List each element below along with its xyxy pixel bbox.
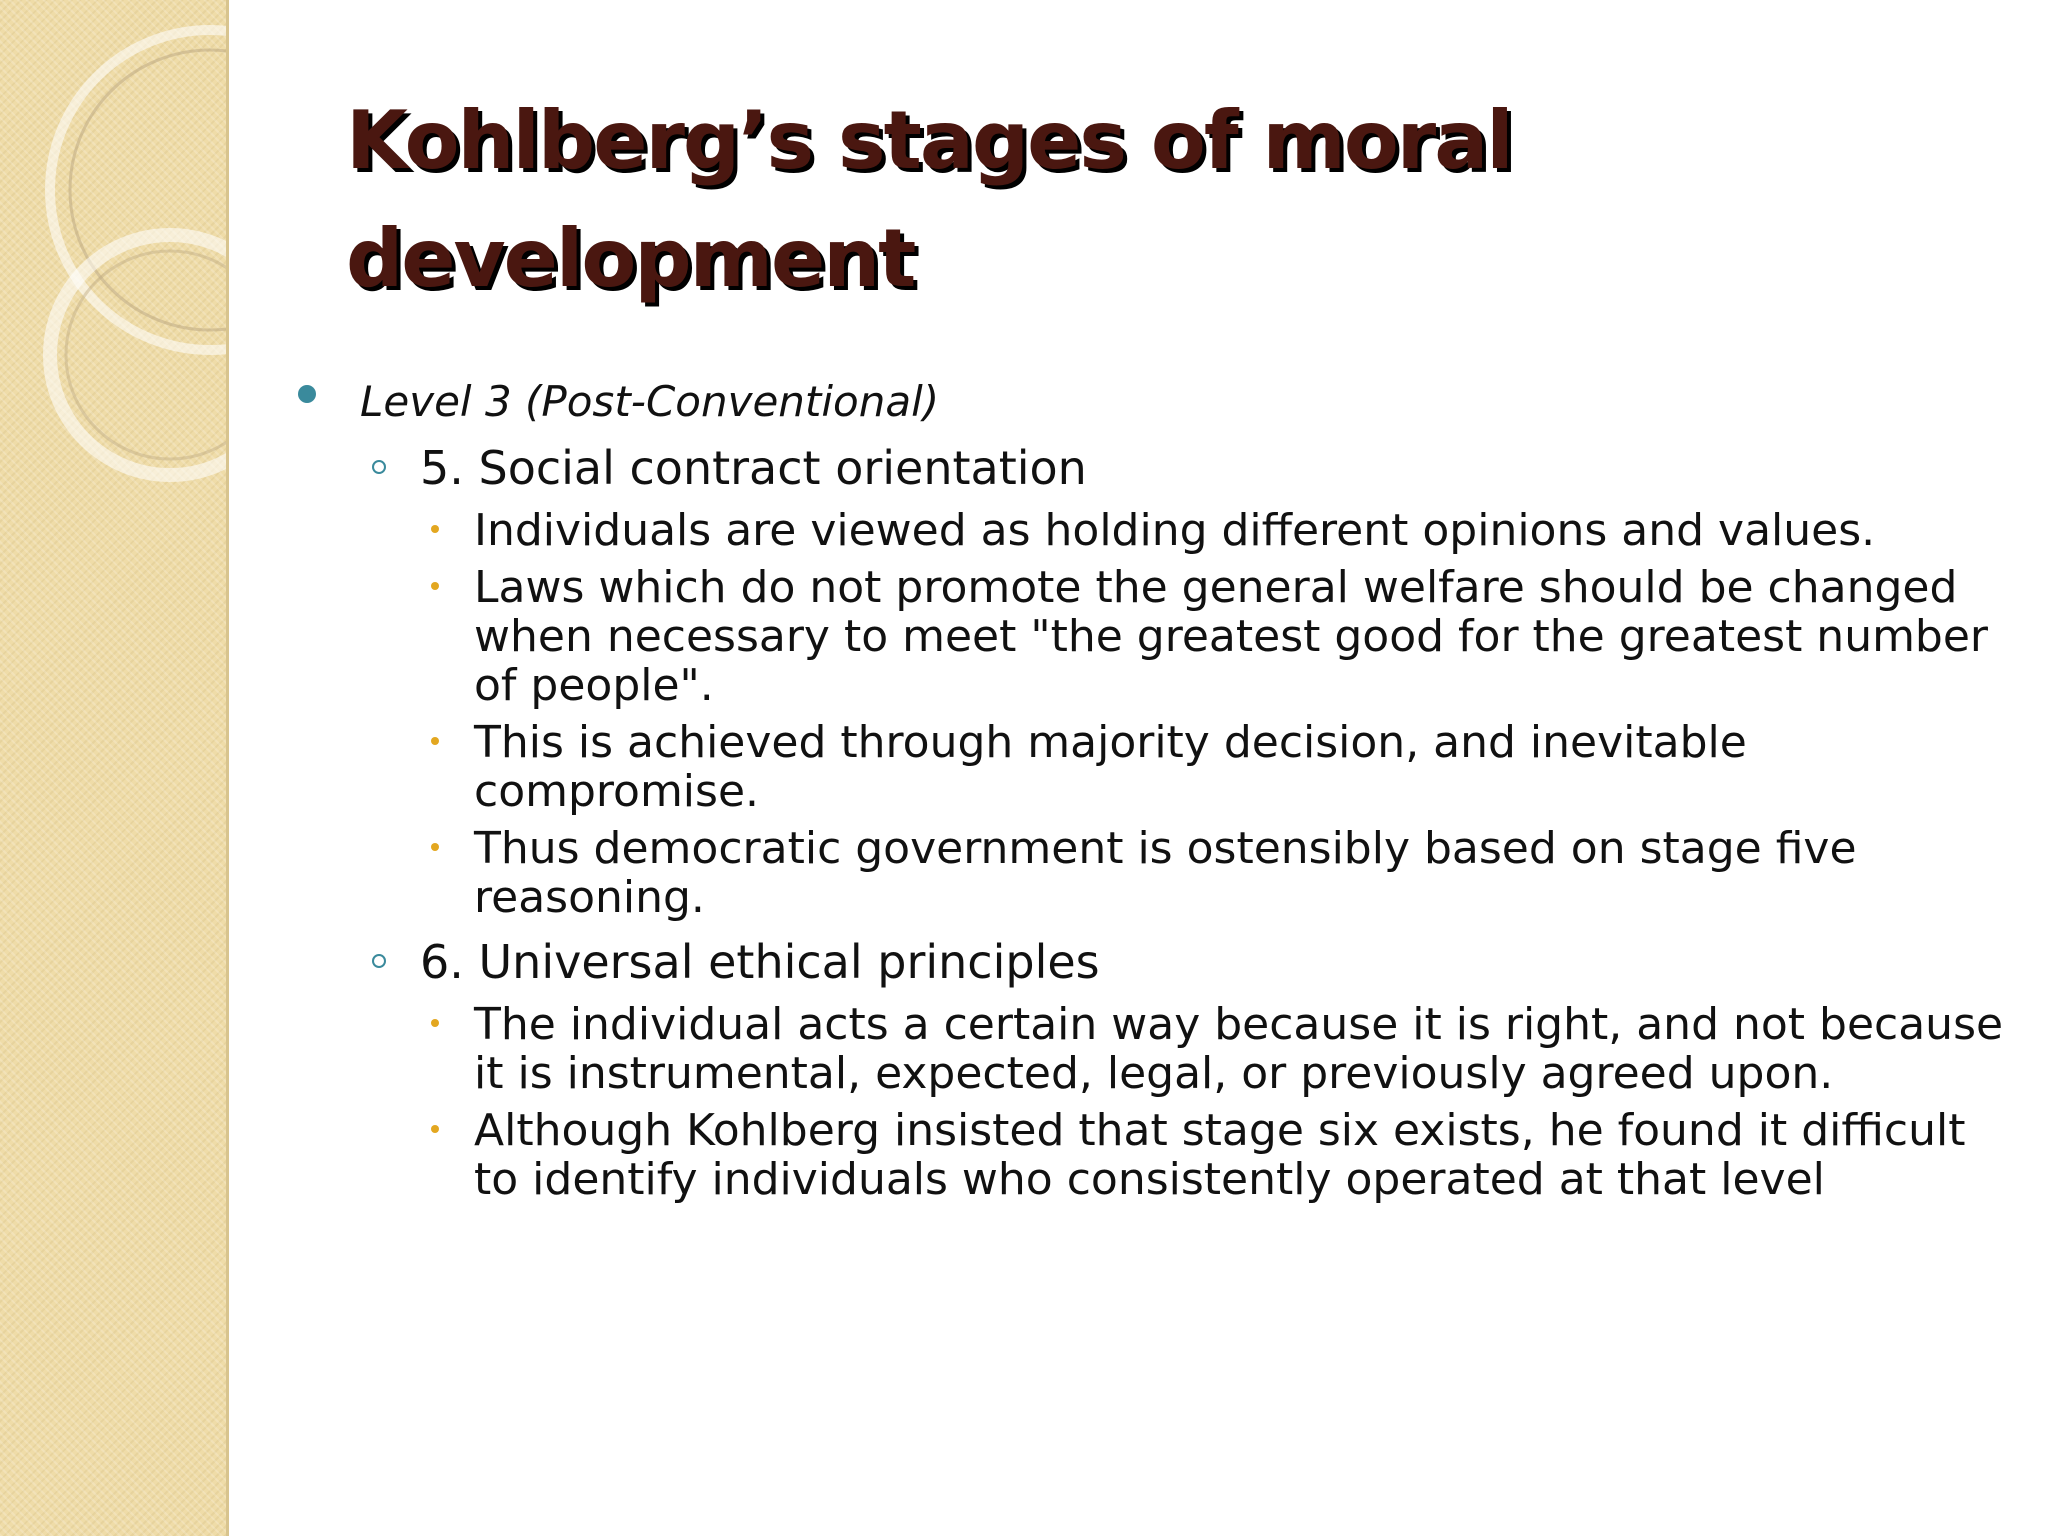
ring-small xyxy=(50,235,226,475)
body-list xyxy=(226,370,2016,1212)
stage-point-item xyxy=(226,718,2016,816)
slide-content xyxy=(226,0,2048,1536)
stage-point-item xyxy=(226,824,2016,922)
stage-point: Individuals are viewed as holding different opinions and values. xyxy=(474,505,1876,556)
stage-point-item xyxy=(226,1106,2016,1204)
stage-heading-item xyxy=(226,930,2016,994)
decorative-side-band xyxy=(0,0,229,1536)
small-dot-bullet-icon xyxy=(431,737,439,745)
stage-point-item xyxy=(226,506,2016,555)
small-dot-bullet-icon xyxy=(431,1125,439,1133)
stage-point: Thus democratic government is ostensibly based on stage five reasoning. xyxy=(474,823,1857,923)
filled-dot-bullet-icon xyxy=(298,385,316,403)
stage-heading: 5. Social contract orientation xyxy=(420,441,1087,495)
stage-point-item xyxy=(226,563,2016,710)
slide-title: Kohlberg’s stages of moral development xyxy=(346,94,1512,305)
hollow-circle-bullet-icon xyxy=(372,460,386,474)
stage-point: Although Kohlberg insisted that stage six exists, he found it difficult to identify individuals who consistently operated at that level xyxy=(474,1105,1966,1205)
small-dot-bullet-icon xyxy=(431,1019,439,1027)
small-dot-bullet-icon xyxy=(431,843,439,851)
level-heading-item xyxy=(226,370,2016,434)
stage-point: Laws which do not promote the general welfare should be changed when necessary to meet "the greatest good for the greatest number of people". xyxy=(474,562,1989,711)
stage-point-item xyxy=(226,1000,2016,1098)
small-dot-bullet-icon xyxy=(431,525,439,533)
stage-point: This is achieved through majority decision, and inevitable compromise. xyxy=(474,717,1747,817)
ring-large xyxy=(50,30,226,350)
ring-large-inner xyxy=(70,50,226,330)
decorative-rings xyxy=(0,0,226,520)
stage-point: The individual acts a certain way because it is right, and not because it is instrumental, expected, legal, or previously agreed upon. xyxy=(474,999,2004,1099)
small-dot-bullet-icon xyxy=(431,582,439,590)
ring-small-inner xyxy=(66,251,226,459)
stage-heading-item xyxy=(226,436,2016,500)
stage-heading: 6. Universal ethical principles xyxy=(420,935,1100,989)
hollow-circle-bullet-icon xyxy=(372,954,386,968)
level-heading: Level 3 (Post-Conventional) xyxy=(360,377,940,426)
